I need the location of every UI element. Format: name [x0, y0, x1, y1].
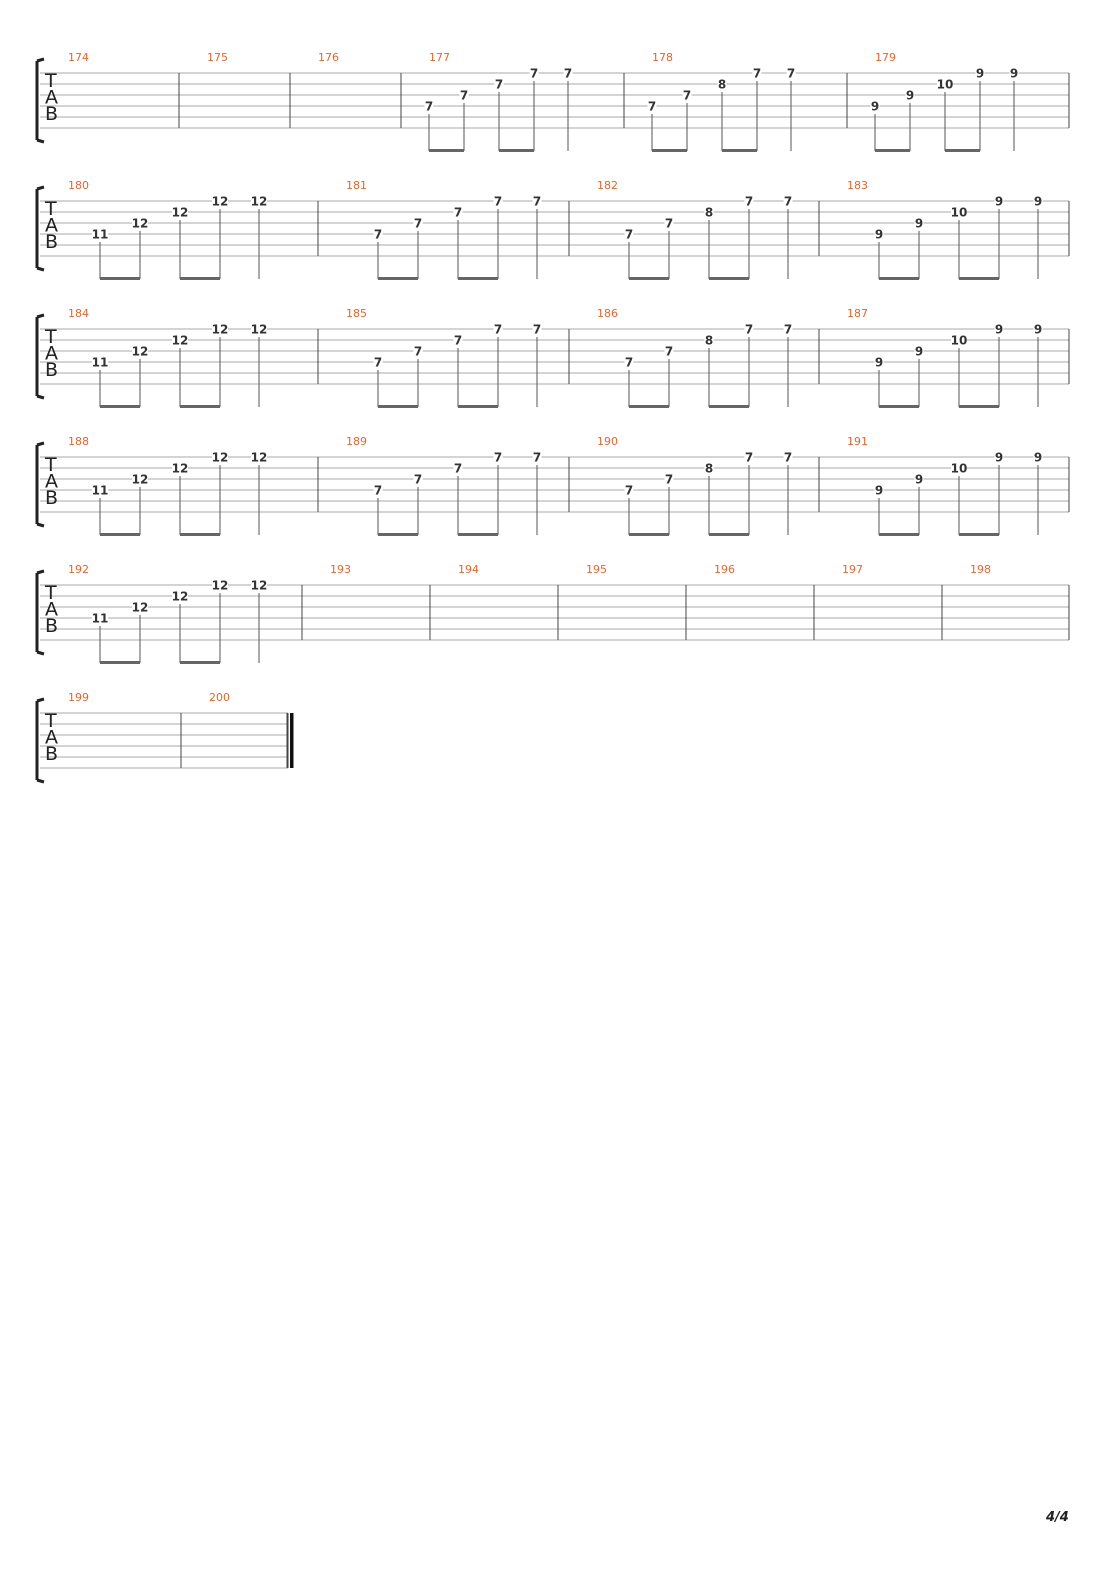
measure-number: 186 — [597, 307, 618, 320]
fret-number: 7 — [624, 227, 634, 242]
measure-number: 192 — [68, 563, 89, 576]
fret-number: 7 — [453, 461, 463, 476]
fret-number: 7 — [529, 66, 539, 81]
eighth-beam — [100, 533, 140, 536]
fret-number: 9 — [994, 322, 1004, 337]
fret-number: 9 — [874, 355, 884, 370]
measure-number: 175 — [207, 51, 228, 64]
fret-number: 12 — [131, 216, 149, 231]
fret-number: 9 — [905, 88, 915, 103]
fret-number: 12 — [131, 344, 149, 359]
fret-number: 7 — [783, 194, 793, 209]
tab-clef-letter: T — [45, 70, 57, 92]
fret-number: 7 — [744, 322, 754, 337]
measure-number: 198 — [970, 563, 991, 576]
tab-clef-letter: A — [45, 470, 58, 493]
eighth-beam — [180, 405, 220, 408]
fret-number: 12 — [250, 194, 268, 209]
eighth-beam — [629, 533, 669, 536]
fret-number: 11 — [91, 611, 109, 626]
fret-number: 11 — [91, 227, 109, 242]
tab-clef-letter: T — [45, 326, 57, 348]
eighth-beam — [100, 277, 140, 280]
fret-number: 7 — [744, 450, 754, 465]
eighth-beam — [959, 405, 999, 408]
measure-number: 193 — [330, 563, 351, 576]
fret-number: 7 — [786, 66, 796, 81]
fret-number: 7 — [373, 227, 383, 242]
system-bracket — [37, 699, 44, 782]
fret-number: 7 — [373, 483, 383, 498]
fret-number: 9 — [994, 450, 1004, 465]
eighth-beam — [879, 405, 919, 408]
measure-number: 179 — [875, 51, 896, 64]
measure-number: 191 — [847, 435, 868, 448]
eighth-beam — [879, 533, 919, 536]
measure-number: 176 — [318, 51, 339, 64]
fret-number: 7 — [532, 194, 542, 209]
fret-number: 7 — [453, 205, 463, 220]
fret-number: 7 — [664, 216, 674, 231]
eighth-beam — [458, 277, 498, 280]
measure-number: 189 — [346, 435, 367, 448]
fret-number: 9 — [994, 194, 1004, 209]
measure-number: 199 — [68, 691, 89, 704]
measure-number: 185 — [346, 307, 367, 320]
fret-number: 7 — [493, 322, 503, 337]
measure-number: 182 — [597, 179, 618, 192]
fret-number: 7 — [424, 99, 434, 114]
fret-number: 12 — [171, 205, 189, 220]
measure-number: 200 — [209, 691, 230, 704]
fret-number: 12 — [131, 600, 149, 615]
fret-number: 9 — [975, 66, 985, 81]
fret-number: 9 — [1033, 450, 1043, 465]
fret-number: 7 — [493, 194, 503, 209]
eighth-beam — [458, 533, 498, 536]
fret-number: 9 — [914, 472, 924, 487]
measure-number: 184 — [68, 307, 89, 320]
eighth-beam — [959, 533, 999, 536]
system-bracket — [37, 443, 44, 526]
eighth-beam — [722, 149, 757, 152]
measure-number: 177 — [429, 51, 450, 64]
fret-number: 7 — [453, 333, 463, 348]
tab-clef-letter: B — [45, 743, 59, 765]
eighth-beam — [429, 149, 464, 152]
fret-number: 8 — [704, 205, 714, 220]
system-bracket — [37, 59, 44, 142]
fret-number: 10 — [950, 461, 968, 476]
fret-number: 9 — [874, 483, 884, 498]
tab-clef-letter: B — [45, 231, 59, 253]
tab-clef-letter: T — [45, 582, 57, 604]
eighth-beam — [709, 533, 749, 536]
fret-number: 12 — [171, 333, 189, 348]
eighth-beam — [875, 149, 910, 152]
tab-clef-letter: A — [45, 342, 58, 365]
eighth-beam — [499, 149, 534, 152]
fret-number: 8 — [704, 333, 714, 348]
final-barline-thick — [290, 713, 294, 768]
measure-number: 188 — [68, 435, 89, 448]
measure-number: 195 — [586, 563, 607, 576]
tab-clef-letter: B — [45, 487, 59, 509]
measure-number: 196 — [714, 563, 735, 576]
tab-clef-letter: T — [45, 198, 57, 220]
fret-number: 7 — [664, 472, 674, 487]
fret-number: 12 — [211, 194, 229, 209]
fret-number: 10 — [950, 333, 968, 348]
fret-number: 7 — [494, 77, 504, 92]
fret-number: 7 — [532, 322, 542, 337]
fret-number: 12 — [131, 472, 149, 487]
eighth-beam — [378, 405, 418, 408]
measure-number: 194 — [458, 563, 479, 576]
eighth-beam — [100, 405, 140, 408]
fret-number: 8 — [704, 461, 714, 476]
measure-number: 190 — [597, 435, 618, 448]
fret-number: 10 — [950, 205, 968, 220]
fret-number: 12 — [211, 450, 229, 465]
tab-clef-letter: A — [45, 598, 58, 621]
fret-number: 12 — [250, 322, 268, 337]
fret-number: 12 — [171, 461, 189, 476]
measure-number: 178 — [652, 51, 673, 64]
system-bracket — [37, 315, 44, 398]
fret-number: 7 — [744, 194, 754, 209]
page-number: 4/4 — [1046, 1510, 1069, 1525]
fret-number: 7 — [413, 344, 423, 359]
fret-number: 12 — [250, 578, 268, 593]
measure-number: 197 — [842, 563, 863, 576]
fret-number: 7 — [664, 344, 674, 359]
fret-number: 7 — [493, 450, 503, 465]
tab-clef-letter: B — [45, 359, 59, 381]
eighth-beam — [378, 277, 418, 280]
measure-number: 181 — [346, 179, 367, 192]
system-bracket — [37, 187, 44, 270]
fret-number: 7 — [532, 450, 542, 465]
fret-number: 7 — [624, 483, 634, 498]
fret-number: 11 — [91, 483, 109, 498]
tab-clef-letter: A — [45, 214, 58, 237]
eighth-beam — [180, 277, 220, 280]
eighth-beam — [458, 405, 498, 408]
measure-number: 174 — [68, 51, 89, 64]
fret-number: 10 — [936, 77, 954, 92]
eighth-beam — [709, 277, 749, 280]
tab-clef-letter: B — [45, 615, 59, 637]
fret-number: 7 — [563, 66, 573, 81]
tab-clef-letter: T — [45, 454, 57, 476]
measure-number: 187 — [847, 307, 868, 320]
eighth-beam — [945, 149, 980, 152]
fret-number: 7 — [459, 88, 469, 103]
fret-number: 7 — [647, 99, 657, 114]
eighth-beam — [629, 405, 669, 408]
fret-number: 9 — [1033, 194, 1043, 209]
eighth-beam — [959, 277, 999, 280]
eighth-beam — [709, 405, 749, 408]
measure-number: 183 — [847, 179, 868, 192]
fret-number: 7 — [783, 322, 793, 337]
tab-clef-letter: A — [45, 86, 58, 109]
fret-number: 12 — [171, 589, 189, 604]
system-bracket — [37, 571, 44, 654]
eighth-beam — [652, 149, 687, 152]
fret-number: 7 — [752, 66, 762, 81]
fret-number: 9 — [874, 227, 884, 242]
fret-number: 7 — [624, 355, 634, 370]
eighth-beam — [378, 533, 418, 536]
fret-number: 8 — [717, 77, 727, 92]
fret-number: 9 — [914, 216, 924, 231]
fret-number: 9 — [914, 344, 924, 359]
fret-number: 12 — [211, 322, 229, 337]
fret-number: 9 — [1009, 66, 1019, 81]
fret-number: 12 — [250, 450, 268, 465]
tab-clef-letter: T — [45, 710, 57, 732]
fret-number: 9 — [870, 99, 880, 114]
fret-number: 7 — [783, 450, 793, 465]
fret-number: 7 — [413, 216, 423, 231]
fret-number: 7 — [373, 355, 383, 370]
fret-number: 11 — [91, 355, 109, 370]
tab-clef-letter: B — [45, 103, 59, 125]
eighth-beam — [180, 533, 220, 536]
eighth-beam — [100, 661, 140, 664]
tab-clef-letter: A — [45, 726, 58, 749]
fret-number: 7 — [682, 88, 692, 103]
fret-number: 12 — [211, 578, 229, 593]
measure-number: 180 — [68, 179, 89, 192]
fret-number: 7 — [413, 472, 423, 487]
eighth-beam — [629, 277, 669, 280]
fret-number: 9 — [1033, 322, 1043, 337]
eighth-beam — [180, 661, 220, 664]
eighth-beam — [879, 277, 919, 280]
